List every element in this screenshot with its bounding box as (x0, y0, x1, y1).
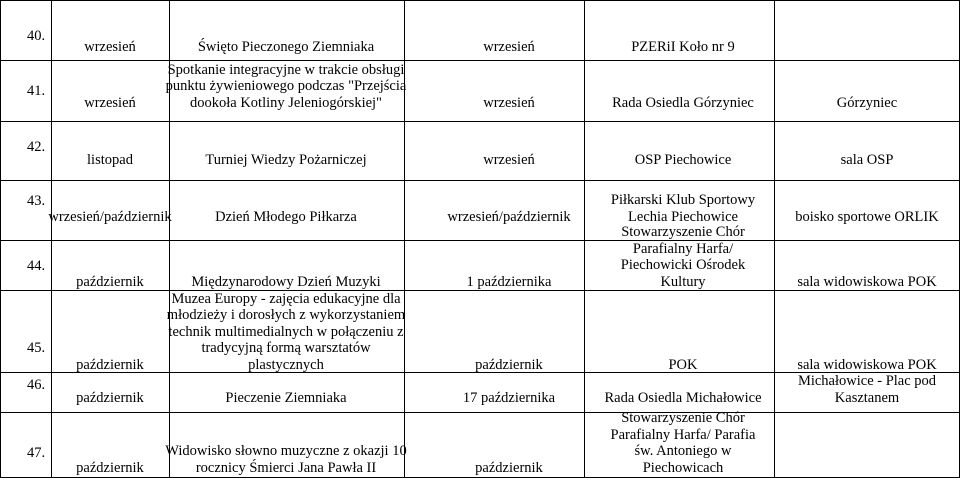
org-cell: POK (668, 356, 698, 373)
place-cell: sala OSP (840, 151, 894, 168)
org-cell: Stowarzyszenie Chór Parafialny Harfa/ Parafia św. Antoniego w Piechowicach (610, 410, 756, 476)
date-cell: wrzesień (483, 151, 535, 168)
event-cell: Muzea Europy - zajęcia edukacyjne dla młodzieży i dorosłych z wykorzystaniem technik multimedialnych w połączeniu z tradycyjną formą warsztatów plastycznych (166, 290, 406, 373)
place-cell: Górzyniec (836, 94, 898, 111)
date-cell: 17 października (462, 389, 556, 406)
row-number: 45. (27, 340, 46, 356)
month-cell: wrzesień (84, 94, 136, 111)
date-cell: październik (475, 356, 543, 373)
event-cell: Turniej Wiedzy Pożarniczej (205, 151, 367, 168)
date-cell: wrzesień (483, 38, 535, 55)
org-cell: OSP Piechowice (634, 151, 732, 168)
place-cell: sala widowiskowa POK (797, 273, 937, 290)
event-cell: Widowisko słowno muzyczne z okazji 10 rocznicy Śmierci Jana Pawła II (165, 443, 407, 476)
row-number: 41. (27, 83, 46, 99)
month-cell: październik (76, 356, 144, 373)
org-cell: Stowarzyszenie Chór Parafialny Harfa/ Piechowicki Ośrodek Kultury (620, 224, 746, 290)
row-number: 47. (27, 445, 46, 461)
place-cell: Michałowice - Plac pod Kasztanem (797, 373, 937, 406)
org-cell: Rada Osiedla Górzyniec (612, 94, 754, 111)
month-cell: wrzesień (84, 38, 136, 55)
date-cell: październik (475, 459, 543, 476)
month-cell: październik (76, 459, 144, 476)
org-cell: Rada Osiedla Michałowice (604, 389, 762, 406)
event-cell: Pieczenie Ziemniaka (225, 389, 347, 406)
org-cell: PZERiI Koło nr 9 (631, 38, 735, 55)
row-number: 44. (27, 258, 46, 274)
month-cell: październik (76, 389, 144, 406)
event-cell: Święto Pieczonego Ziemniaka (197, 38, 375, 55)
date-cell: wrzesień (483, 94, 535, 111)
event-cell: Dzień Młodego Piłkarza (215, 208, 357, 225)
event-cell: Spotkanie integracyjne w trakcie obsługi punktu żywieniowego podczas "Przejścia dookoła Kotliny Jeleniogórskiej" (165, 61, 407, 111)
month-cell: listopad (87, 151, 133, 168)
month-cell: wrzesień/październik (48, 208, 172, 225)
month-cell: październik (76, 273, 144, 290)
date-cell: wrzesień/październik (447, 208, 571, 225)
place-cell: boisko sportowe ORLIK (795, 208, 939, 225)
row-number: 42. (27, 139, 46, 155)
org-cell: Piłkarski Klub Sportowy Lechia Piechowice (610, 192, 756, 225)
date-cell: 1 października (466, 273, 552, 290)
event-cell: Międzynarodowy Dzień Muzyki (191, 273, 381, 290)
row-number: 40. (27, 28, 46, 44)
row-number: 43. (27, 193, 46, 209)
place-cell: sala widowiskowa POK (797, 356, 937, 373)
row-number: 46. (27, 377, 46, 393)
